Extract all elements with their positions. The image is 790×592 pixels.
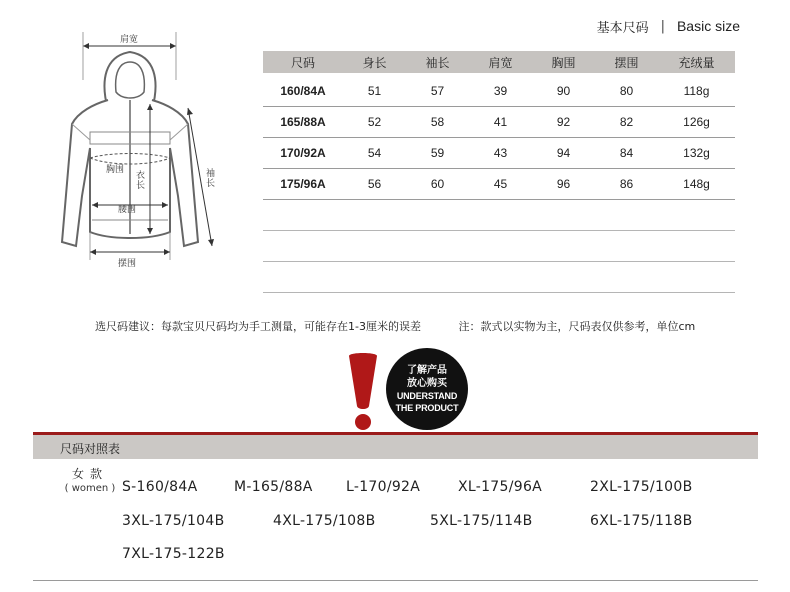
header-separator: | [660, 18, 665, 34]
size-option: 2XL-175/100B [590, 479, 693, 495]
col-header-sleeve: 袖长 [425, 55, 450, 70]
note-disclaimer: 注：款式以实物为主，尺码表仅供参考，单位cm [458, 320, 696, 333]
cell-size: 170/92A [280, 146, 326, 160]
badge-line2: 放心购买 [407, 378, 447, 389]
note-advice: 选尺码建议：每款宝贝尺码均为手工测量，可能存在1-3厘米的误差 [95, 320, 421, 333]
cell-shoulder: 41 [493, 115, 508, 129]
cell-body-length: 54 [367, 146, 382, 160]
table-row [263, 76, 735, 107]
label-waist: 腰围 [118, 205, 137, 215]
women-label-en: ( women ) [64, 483, 116, 494]
cell-chest: 92 [556, 115, 571, 129]
col-header-shoulder: 肩宽 [488, 55, 513, 70]
table-row [263, 107, 735, 138]
size-option: 4XL-175/108B [273, 513, 376, 529]
header-title-zh: 基本尺码 [596, 20, 649, 36]
header-title-en: Basic size [676, 18, 740, 34]
women-label [62, 466, 118, 496]
label-shoulder: 肩宽 [120, 35, 139, 45]
label-sleeve-2: 长 [206, 179, 216, 189]
cell-sleeve: 58 [430, 115, 445, 129]
exclamation-icon [345, 352, 381, 432]
table-row-empty [263, 231, 735, 262]
size-option: L-170/92A [346, 479, 421, 495]
col-header-size: 尺码 [290, 55, 315, 70]
women-label-zh: 女款 [71, 467, 108, 481]
cell-size: 160/84A [280, 84, 326, 98]
col-header-body-length: 身长 [362, 55, 387, 70]
cell-size: 175/96A [280, 177, 326, 191]
cell-sleeve: 57 [430, 84, 445, 98]
table-row-empty [263, 262, 735, 293]
cell-chest: 90 [556, 84, 571, 98]
size-option: M-165/88A [234, 479, 313, 495]
col-header-down-fill: 充绒量 [678, 55, 715, 70]
cell-sleeve: 60 [430, 177, 445, 191]
size-notes [95, 318, 755, 334]
size-chart-title: 尺码对照表 [60, 442, 121, 456]
badge-line4: THE PRODUCT [395, 403, 459, 413]
cell-hem: 82 [619, 115, 634, 129]
cell-body-length: 51 [367, 84, 382, 98]
badge-line1: 了解产品 [407, 365, 447, 376]
table-row [263, 169, 735, 200]
label-sleeve-1: 袖 [206, 169, 216, 179]
cell-down-fill: 118g [683, 84, 710, 98]
jacket-diagram [50, 20, 250, 275]
cell-shoulder: 43 [493, 146, 508, 160]
understand-product-badge [386, 348, 468, 430]
badge-line3: UNDERSTAND [396, 391, 458, 401]
size-option: XL-175/96A [458, 479, 543, 495]
cell-down-fill: 148g [683, 177, 710, 191]
cell-chest: 96 [556, 177, 571, 191]
cell-sleeve: 59 [430, 146, 445, 160]
size-option: S-160/84A [122, 479, 198, 495]
label-hem: 摆围 [118, 259, 137, 269]
table-row-empty [263, 200, 735, 231]
cell-shoulder: 39 [493, 84, 508, 98]
cell-shoulder: 45 [493, 177, 508, 191]
cell-hem: 80 [619, 84, 634, 98]
cell-hem: 84 [619, 146, 634, 160]
cell-body-length: 56 [367, 177, 382, 191]
cell-size: 165/88A [280, 115, 326, 129]
section-band [33, 435, 758, 459]
cell-down-fill: 126g [683, 115, 710, 129]
size-option: 5XL-175/114B [430, 513, 533, 529]
col-header-hem: 摆围 [614, 55, 639, 70]
basic-size-header [560, 14, 740, 38]
size-option: 3XL-175/104B [122, 513, 225, 529]
cell-body-length: 52 [367, 115, 382, 129]
bottom-divider [33, 580, 758, 581]
cell-hem: 86 [619, 177, 634, 191]
size-table [263, 51, 735, 293]
size-option: 6XL-175/118B [590, 513, 693, 529]
col-header-chest: 胸围 [551, 55, 576, 70]
size-option: 7XL-175-122B [122, 546, 225, 562]
label-length-2: 长 [136, 181, 146, 191]
table-header [263, 51, 735, 73]
label-length-1: 衣 [136, 171, 146, 181]
cell-chest: 94 [556, 146, 571, 160]
label-chest: 胸围 [106, 165, 125, 175]
table-row [263, 138, 735, 169]
cell-down-fill: 132g [683, 146, 710, 160]
